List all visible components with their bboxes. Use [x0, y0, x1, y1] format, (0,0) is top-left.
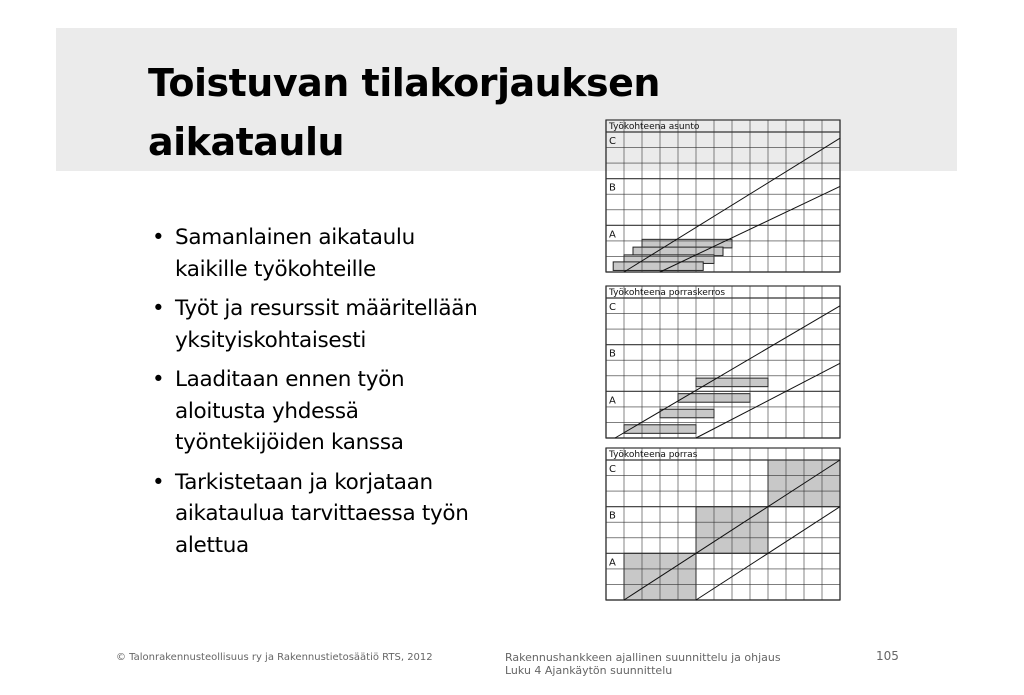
diagram-title: Työkohteena porraskerros	[609, 288, 726, 298]
slide-title-line: Toistuvan tilakorjauksen	[148, 61, 660, 105]
row-label: B	[609, 182, 616, 194]
bullet-item: • Työt ja resurssit määritellään yksityiskohtaisesti	[150, 293, 480, 356]
row-label: A	[609, 557, 616, 569]
page-number: 105	[876, 649, 899, 663]
progress-line	[615, 306, 840, 438]
schedule-diagrams-svg	[604, 118, 842, 606]
footer-center	[505, 651, 781, 677]
bullet-item: • Samanlainen aikataulu kaikille työkohteille	[150, 222, 480, 285]
row-label: A	[609, 229, 616, 241]
footer-center-line: Rakennushankkeen ajallinen suunnittelu ja ohjaus	[505, 651, 781, 664]
slide-title-line: aikataulu	[148, 120, 345, 164]
row-label: B	[609, 510, 616, 522]
row-label: C	[609, 136, 616, 147]
diagram-frame	[606, 286, 840, 438]
schedule-bar	[660, 409, 714, 418]
schedule-diagrams	[604, 118, 842, 606]
footer-center-line: Luku 4 Ajankäytön suunnittelu	[505, 664, 673, 677]
row-label: C	[609, 302, 616, 313]
row-label: A	[609, 395, 616, 407]
row-label: C	[609, 464, 616, 475]
bullet-item: • Tarkistetaan ja korjataan aikataulua tarvittaessa työn alettua	[150, 467, 480, 562]
schedule-bar	[613, 262, 703, 271]
bullet-list	[150, 222, 480, 569]
diagram-title: Työkohteena porras	[609, 450, 698, 460]
bullet-item: • Laaditaan ennen työn aloitusta yhdessä työntekijöiden kanssa	[150, 364, 480, 459]
footer-copyright: © Talonrakennusteollisuus ry ja Rakennustietosäätiö RTS, 2012	[116, 652, 433, 663]
slide-title	[148, 54, 660, 172]
row-label: B	[609, 348, 616, 360]
diagram-title: Työkohteena asunto	[609, 122, 700, 132]
